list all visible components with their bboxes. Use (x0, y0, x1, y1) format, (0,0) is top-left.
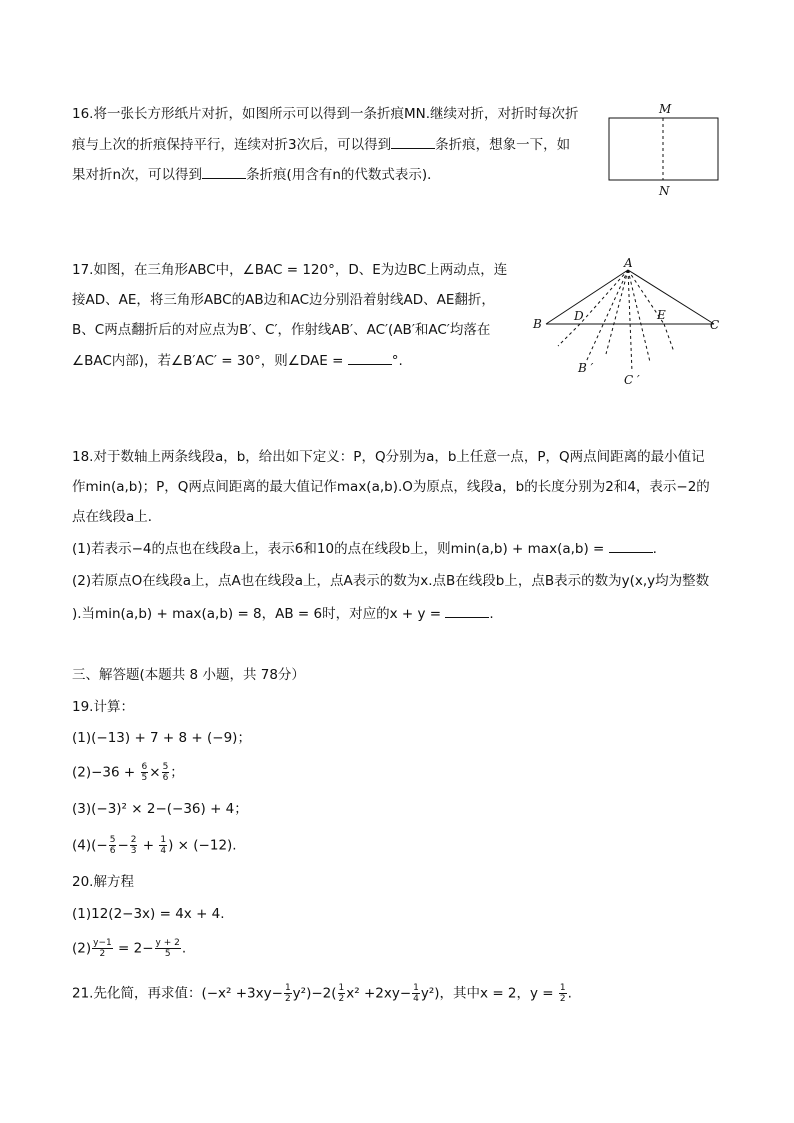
q19-p2-end: ； (170, 764, 184, 781)
label-c: C (710, 318, 720, 332)
label-b: B (533, 317, 542, 331)
q21-e: . (567, 985, 572, 1002)
q21-line (72, 983, 572, 1004)
fraction (338, 983, 346, 1004)
q17-line4 (72, 350, 403, 371)
fraction (92, 938, 113, 959)
q19-p4-end: ) × (−12). (168, 837, 237, 854)
q19-title: 19.计算： (72, 699, 134, 715)
numerator: 1 (559, 983, 566, 993)
q19-p4-s1: − (117, 837, 129, 854)
q19-part4 (72, 835, 237, 856)
q16-fold-figure (600, 98, 730, 202)
q19-p2-a: (2)−36 + (72, 764, 140, 781)
fold-line-b (558, 324, 580, 346)
label-b-prime: B ′ (578, 361, 594, 375)
label-e: E (657, 308, 666, 322)
q20-p2-a: (2) (72, 940, 92, 957)
q17-blank[interactable] (348, 350, 392, 365)
q18-part2-text-b: . (489, 606, 494, 622)
numerator: y−1 (93, 938, 112, 948)
q16-line1: 16.将一张长方形纸片对折，如图所示可以得到一条折痕MN.继续对折，对折时每次折 (72, 106, 579, 122)
fraction (130, 835, 138, 856)
q16-line3-text-b: 条折痕(用含有n的代数式表示)． (246, 167, 441, 183)
numerator: 2 (130, 835, 137, 845)
fold-line-c (664, 324, 674, 352)
q17-line4-text-a: ∠BAC内部)，若∠B′AC′ = 30°，则∠DAE = (72, 353, 348, 369)
denominator: 6 (162, 773, 169, 783)
numerator: 1 (284, 983, 291, 993)
denominator: 2 (338, 994, 345, 1004)
numerator: 6 (141, 762, 148, 772)
label-m: M (659, 102, 672, 116)
q16-line3 (72, 164, 441, 185)
fraction (412, 983, 420, 1004)
q20-p2-end: . (181, 940, 187, 957)
denominator: 4 (413, 994, 419, 1004)
q19-part1: (1)(−13) + 7 + 8 + (−9)； (72, 730, 251, 746)
q18-part1 (72, 538, 657, 559)
ray-ac-prime (628, 270, 632, 372)
fraction (284, 983, 292, 1004)
denominator: 5 (164, 949, 171, 959)
q18-part2-text-a: ).当min(a,b) + max(a,b) = 8，AB = 6时，对应的x + y = (72, 606, 446, 622)
fraction (162, 762, 170, 783)
denominator: 2 (559, 994, 566, 1004)
q18-line1: 18.对于数轴上两条线段a，b，给出如下定义：P，Q分别为a，b上任意一点，P，Q两点间距离的最小值记 (72, 449, 705, 465)
q20-part1: (1)12(2−3x) = 4x + 4. (72, 906, 225, 922)
q18-part1-text-b: . (652, 541, 657, 557)
fraction (159, 835, 167, 856)
q19-part2 (72, 762, 184, 783)
q16-blank-1[interactable] (391, 134, 435, 149)
q21-a: 21.先化简，再求值：(−x² +3xy− (72, 985, 283, 1002)
denominator: 3 (130, 846, 137, 856)
label-a: A (624, 258, 633, 270)
side-ac (628, 270, 714, 324)
numerator: 1 (413, 983, 419, 993)
denominator: 6 (109, 846, 116, 856)
label-d: D (574, 309, 584, 323)
label-n: N (659, 184, 670, 198)
q18-part2-line1: (2)若原点O在线段a上，点A也在线段a上，点A表示的数为x.点B在线段b上，点B表示的数为y(x,y均为整数 (72, 573, 710, 589)
q16-line3-text-a: 果对折n次，可以得到 (72, 167, 203, 183)
denominator: 5 (141, 773, 148, 783)
q19-p4-a: (4)(− (72, 837, 108, 854)
q21-c: x² +2xy− (346, 985, 412, 1002)
fraction (109, 835, 117, 856)
q19-p2-mid: × (149, 764, 161, 781)
q17-triangle-figure (528, 258, 728, 392)
fraction (155, 938, 181, 959)
fraction (141, 762, 149, 783)
numerator: 5 (109, 835, 116, 845)
q19-part3: (3)(−3)² × 2−(−36) + 4； (72, 801, 248, 817)
q17-line2: 接AD、AE，将三角形ABC的AB边和AC边分别沿着射线AD、AE翻折， (72, 292, 495, 308)
q17-line3: B、C两点翻折后的对应点为B′、C′，作射线AB′、AC′(AB′和AC′均落在 (72, 322, 491, 338)
q21-b: y²)−2( (292, 985, 337, 1002)
q20-p2-mid: = 2− (113, 940, 154, 957)
numerator: y + 2 (155, 938, 180, 948)
q16-line2 (72, 134, 570, 155)
numerator: 1 (160, 835, 167, 845)
section3-heading: 三、解答题(本题共 8 小题，共 78分） (72, 667, 305, 683)
fraction (559, 983, 567, 1004)
q17-line4-text-b: °. (391, 353, 403, 369)
q16-blank-2[interactable] (202, 164, 246, 179)
q20-title: 20.解方程 (72, 874, 134, 890)
q20-part2 (72, 938, 186, 959)
q18-part2-line2 (72, 603, 494, 624)
numerator: 1 (338, 983, 345, 993)
q18-part1-text-a: (1)若表示−4的点也在线段a上，表示6和10的点在线段b上，则min(a,b) + max(a,b) = (72, 541, 609, 557)
q18-blank-2[interactable] (445, 603, 489, 618)
denominator: 2 (99, 949, 106, 959)
label-c-prime: C ′ (624, 373, 640, 387)
denominator: 2 (284, 994, 291, 1004)
q18-line3: 点在线段a上． (72, 509, 162, 525)
q18-line2: 作min(a,b)；P，Q两点间距离的最大值记作max(a,b).O为原点，线段a，b的长度分别为2和4，表示−2的 (72, 479, 710, 495)
q16-line2-text-b: 条折痕，想象一下，如 (435, 137, 571, 153)
q18-blank-1[interactable] (609, 538, 653, 553)
numerator: 5 (162, 762, 169, 772)
q21-d: y²)，其中x = 2，y = (420, 985, 558, 1002)
q17-line1: 17.如图，在三角形ABC中，∠BAC = 120°，D、E为边BC上两动点，连 (72, 262, 508, 278)
q19-p4-s2: + (138, 837, 159, 854)
denominator: 4 (160, 846, 167, 856)
q16-line2-text-a: 痕与上次的折痕保持平行，连续对折3次后，可以得到 (72, 137, 392, 153)
